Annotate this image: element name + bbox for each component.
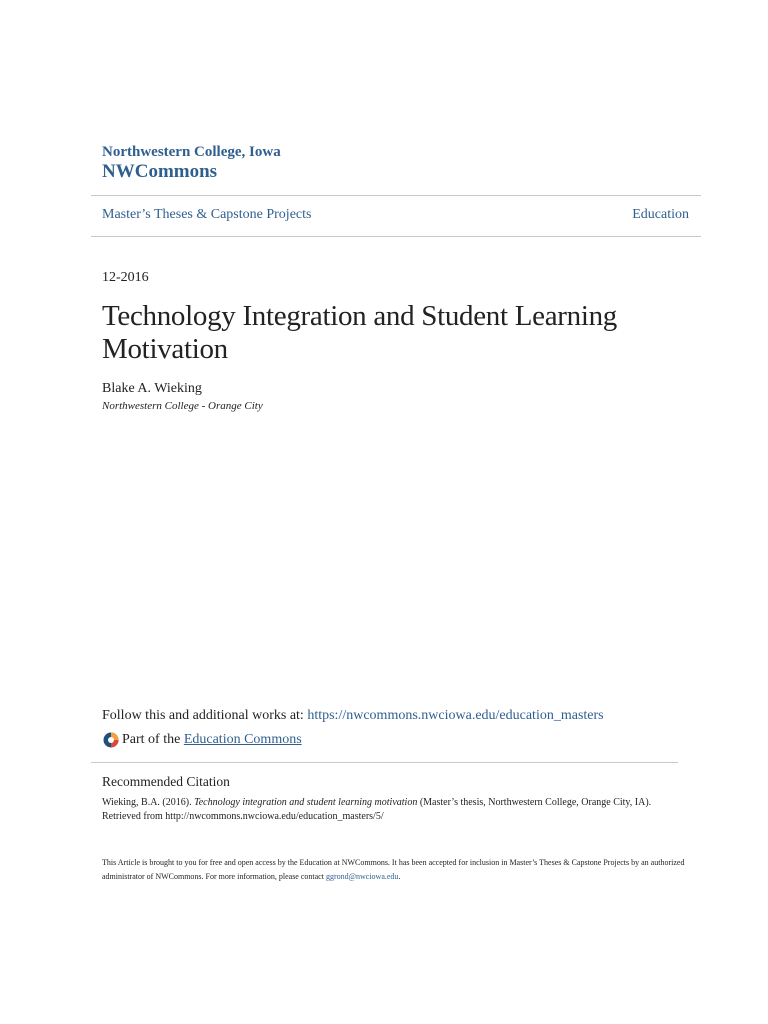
contact-email-link[interactable]: ggrond@nwciowa.edu bbox=[325, 872, 399, 881]
citation-author-year: Wieking, B.A. (2016). bbox=[102, 797, 195, 808]
notice-text: This Article is brought to you for free and open access by the Education at NWCommons. It has been accepted for inclusion in Master’s Theses & Capstone Projects by an authorized administrator of NWCommons. For more information, please contact bbox=[102, 858, 685, 881]
citation-retrieved: Retrieved from http://nwcommons.nwciowa.edu/education_masters/5/ bbox=[102, 811, 384, 822]
follow-text: Follow this and additional works at: bbox=[102, 708, 308, 723]
repository-name: NWCommons bbox=[102, 161, 218, 182]
network-commons-icon bbox=[102, 731, 120, 749]
access-notice bbox=[102, 856, 702, 884]
follow-url-link[interactable]: https://nwcommons.nwciowa.edu/education_masters bbox=[307, 708, 604, 723]
partof-text: Part of the bbox=[122, 732, 181, 747]
citation-title: Technology integration and student learning motivation bbox=[194, 797, 418, 808]
publication-date: 12-2016 bbox=[102, 270, 149, 285]
citation-body bbox=[102, 796, 702, 824]
partof-line bbox=[102, 731, 302, 749]
top-divider bbox=[91, 195, 701, 196]
notice-end: . bbox=[398, 872, 401, 881]
follow-line bbox=[102, 708, 604, 724]
citation-divider bbox=[91, 762, 678, 763]
citation-heading: Recommended Citation bbox=[102, 774, 230, 789]
institution-name: Northwestern College, Iowa bbox=[102, 144, 281, 160]
citation-details: (Master’s thesis, Northwestern College, Orange City, IA). bbox=[417, 797, 652, 808]
author-name: Blake A. Wieking bbox=[102, 381, 202, 396]
department-link[interactable]: Education bbox=[632, 207, 689, 222]
series-link[interactable]: Master’s Theses & Capstone Projects bbox=[102, 207, 312, 222]
bottom-divider bbox=[91, 236, 701, 237]
education-commons-link[interactable]: Education Commons bbox=[183, 732, 302, 747]
author-affiliation: Northwestern College - Orange City bbox=[102, 400, 263, 412]
document-title: Technology Integration and Student Learning Motivation bbox=[102, 300, 617, 365]
